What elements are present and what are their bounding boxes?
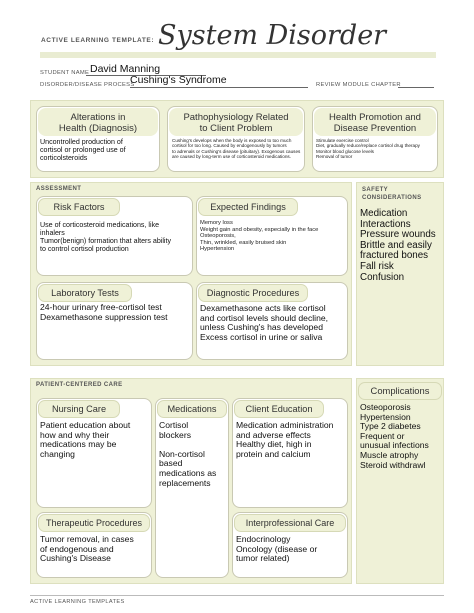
student-name-label: STUDENT NAME [40, 70, 90, 76]
expected-findings-text: Memory loss Weight gain and obesity, especially in the face Osteoporosis, Thin, wrinkled, easily bruised skin Hypertension [200, 220, 319, 253]
health-promotion-text: Stimulate exercise control Diet, gradually reduce/replace cortisol drug therapy Monitor blood glucose levels Removal of tumor [316, 138, 420, 160]
pathophysiology-text: Cushing's develops when the body is exposed to too much cortisol for too long. Caused by endogenously by tumors to adrenals or Cushing's disease (pituitary). Exogenous causes are caused by long-term use of corticosteroid medications. [172, 138, 301, 160]
therapeutic-procedures-text: Tumor removal, in cases of endogenous and Cushing's Disease [40, 534, 134, 564]
health-promotion-title: Health Promotion and Disease Prevention [314, 108, 436, 136]
interprofessional-care-title: Interprofessional Care [234, 514, 346, 532]
review-chapter-label: REVIEW MODULE CHAPTER [316, 82, 401, 88]
expected-findings-title: Expected Findings [198, 198, 298, 216]
safety-text: Medication Interactions Pressure wounds Brittle and easily fractured bones Fall risk Confusion [360, 208, 436, 283]
nursing-care-title: Nursing Care [38, 400, 120, 418]
patient-care-label: PATIENT-CENTERED CARE [36, 382, 123, 388]
risk-factors-text: Use of corticosteroid medications, like inhalers Tumor(benign) formation that alters ability to control cortisol production [40, 221, 172, 254]
medications-title: Medications [157, 400, 227, 418]
interprofessional-care-text: Endocrinology Oncology (disease or tumor related) [236, 534, 318, 564]
risk-factors-title: Risk Factors [38, 198, 120, 216]
footer-label: ACTIVE LEARNING TEMPLATES [30, 599, 125, 605]
therapeutic-procedures-title: Therapeutic Procedures [38, 514, 150, 532]
complications-title: Complications [358, 382, 442, 400]
disorder-line [130, 87, 308, 88]
pathophysiology-title: Pathophysiology Related to Client Problem [169, 108, 303, 136]
nursing-care-text: Patient education about how and why their medications may be changing [40, 420, 131, 459]
diagnostic-procedures-title: Diagnostic Procedures [198, 284, 308, 302]
safety-label: SAFETY CONSIDERATIONS [362, 187, 422, 201]
page-title: System Disorder [158, 20, 387, 51]
student-name-value: David Manning [90, 63, 161, 75]
disorder-label: DISORDER/DISEASE PROCESS [40, 82, 135, 88]
client-education-text: Medication administration and adverse effects Healthy diet, high in protein and calcium [236, 420, 334, 459]
diagnostic-procedures-text: Dexamethasone acts like cortisol and cortisol levels should decline, unless Cushing's has developed Excess cortisol in urine or saliva [200, 303, 329, 342]
medications-text: Cortisol blockers Non-cortisol based medications as replacements [159, 420, 217, 488]
alterations-text: Uncontrolled production of cortisol or prolonged use of corticolsteroids [40, 138, 126, 163]
footer-rule [30, 595, 444, 596]
header-rule [40, 52, 436, 58]
lab-tests-text: 24-hour urinary free-cortisol test Dexamethasone suppression test [40, 302, 168, 322]
template-label: ACTIVE LEARNING TEMPLATE: [41, 37, 155, 44]
complications-text: Osteoporosis Hypertension Type 2 diabetes Frequent or unusual infections Muscle atrophy Steroid withdrawl [360, 402, 429, 470]
review-chapter-line [398, 87, 434, 88]
assessment-label: ASSESSMENT [36, 186, 82, 192]
lab-tests-title: Laboratory Tests [38, 284, 132, 302]
disorder-value: Cushing's Syndrome [130, 74, 227, 86]
alterations-title: Alterations in Health (Diagnosis) [38, 108, 158, 136]
client-education-title: Client Education [234, 400, 324, 418]
